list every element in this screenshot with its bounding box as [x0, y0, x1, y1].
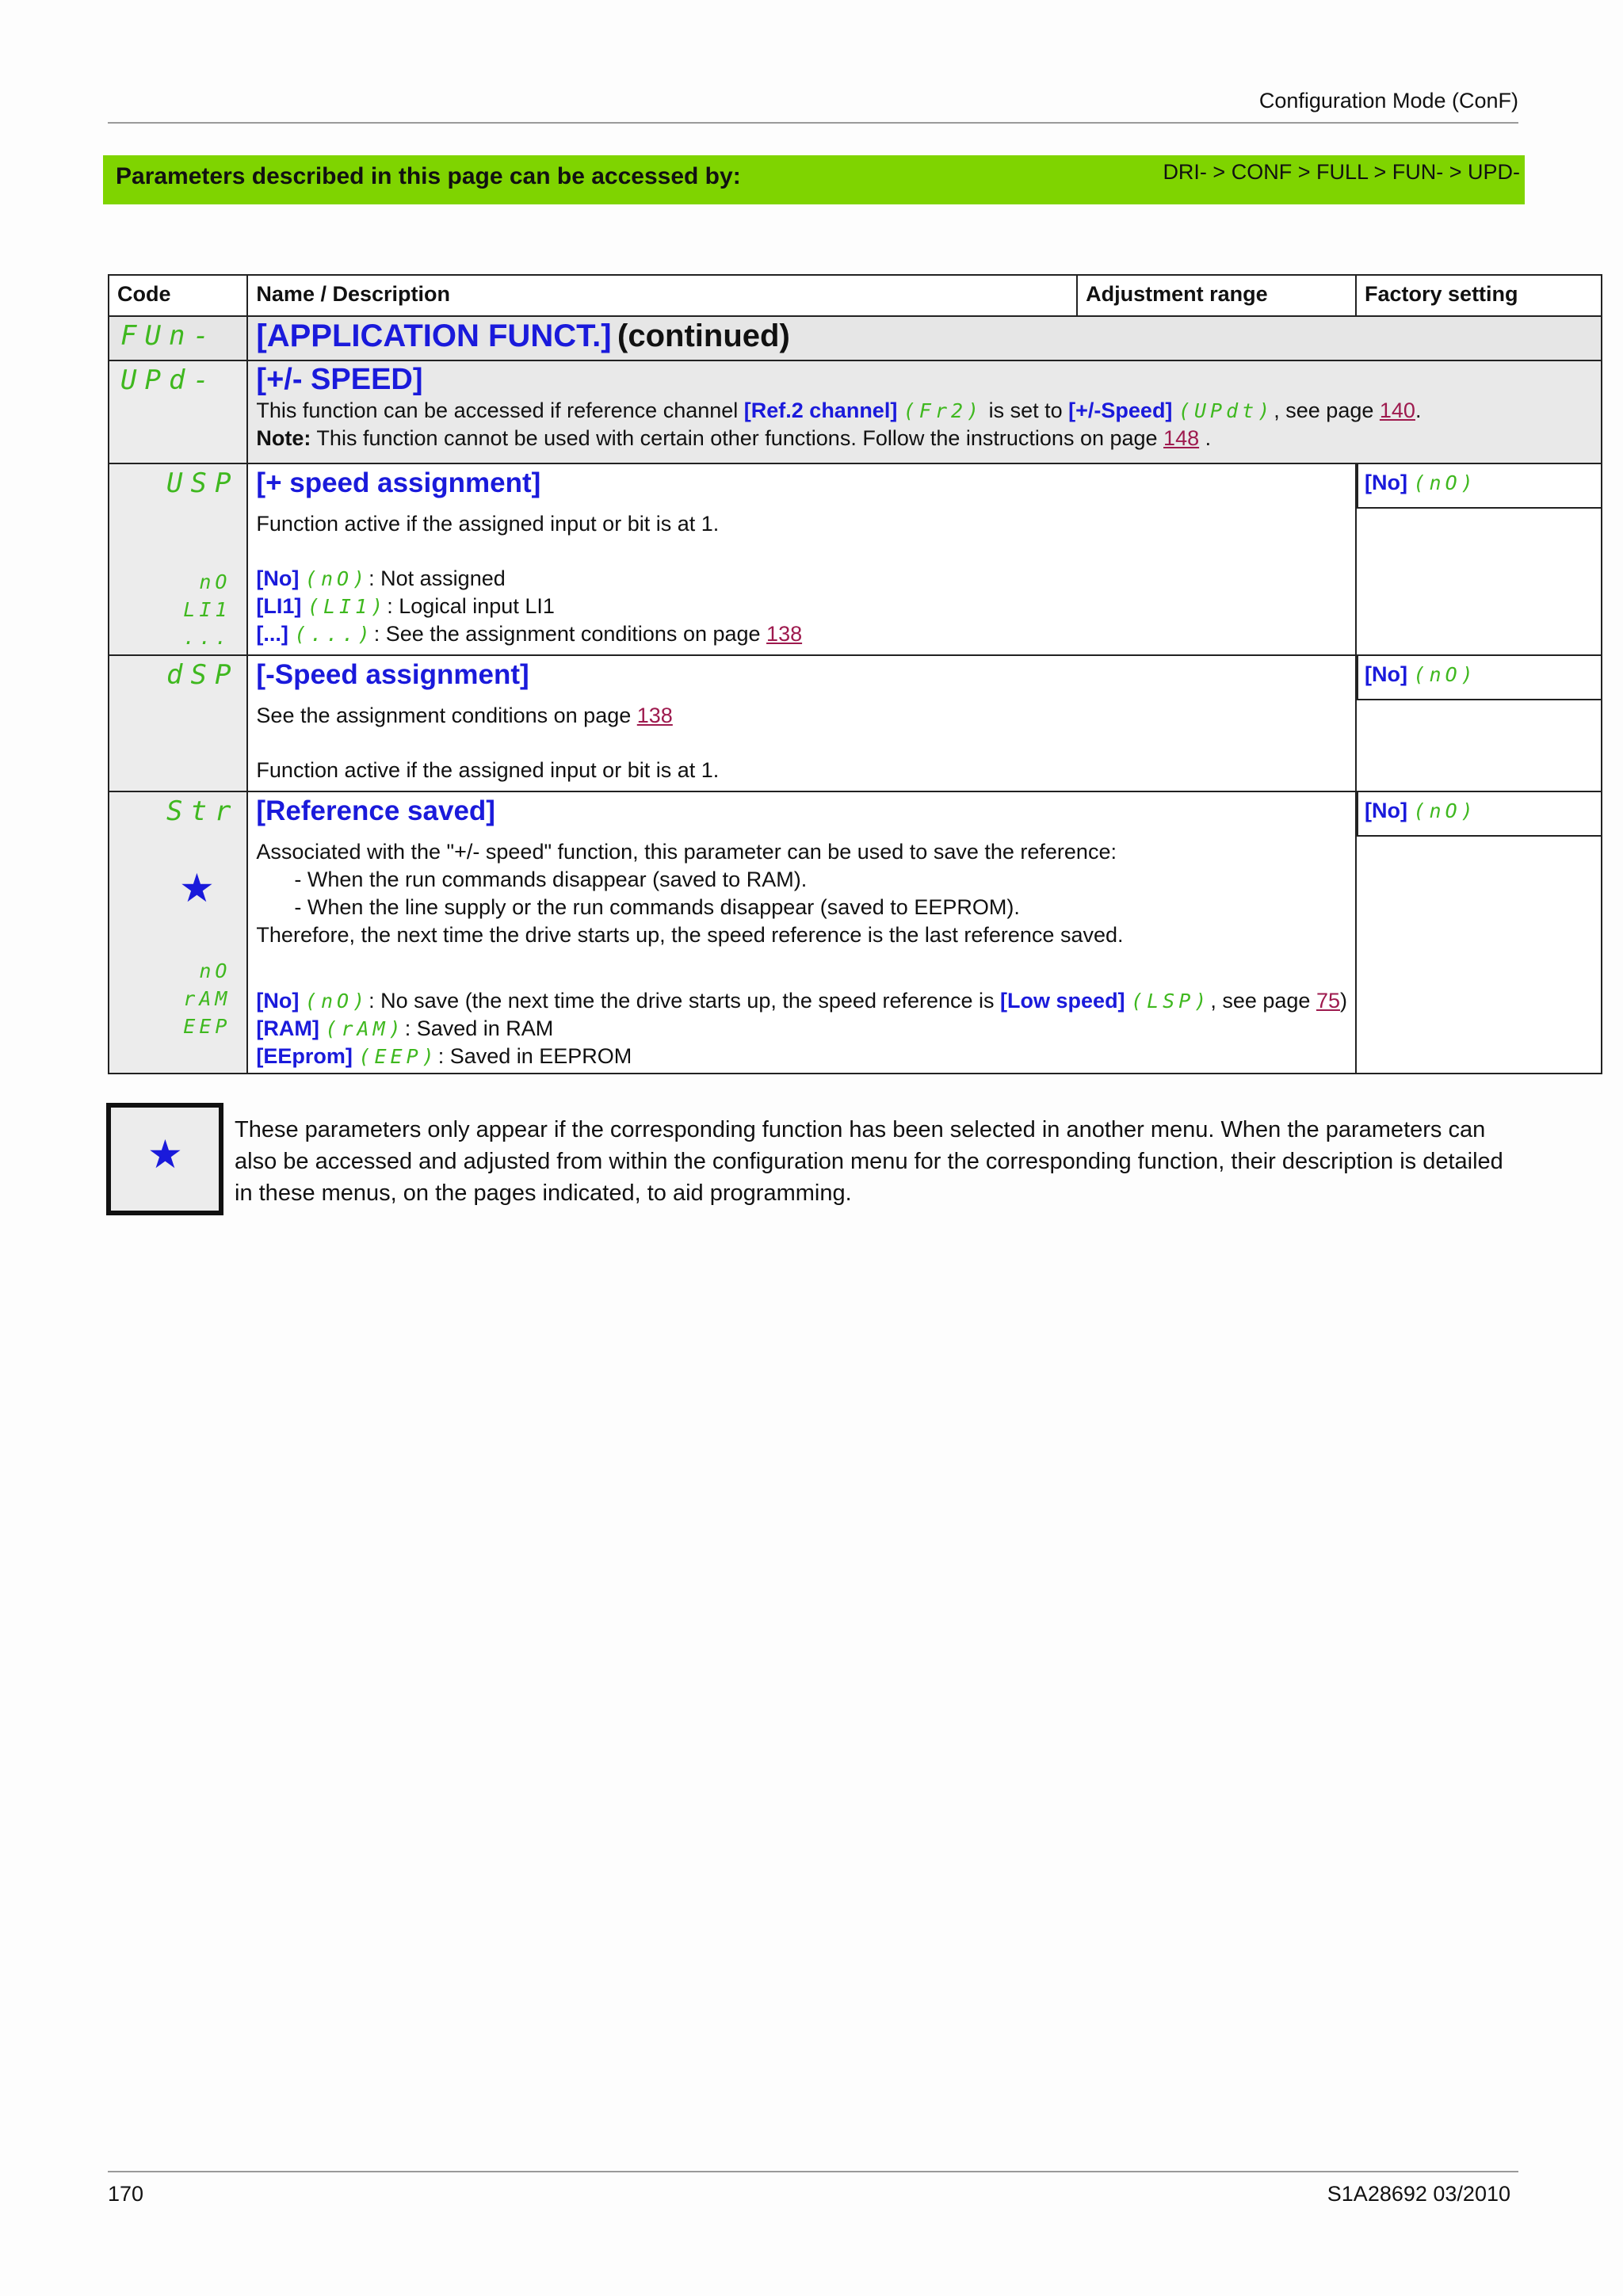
- submenu-row: [109, 360, 1602, 463]
- usp-title: [+ speed assignment]: [256, 467, 541, 498]
- param-row-usp: [109, 463, 1602, 655]
- usp-code: USP: [166, 467, 239, 499]
- usp-code-cell: [109, 463, 247, 655]
- page-link-138-dsp[interactable]: 138: [636, 704, 673, 727]
- dsp-code-cell: [109, 655, 247, 791]
- submenu-line1-text-b: is set to: [983, 399, 1069, 422]
- dsp-factory-cell: [1356, 655, 1602, 791]
- param-row-dsp: [109, 655, 1602, 791]
- page-header-title: Configuration Mode (ConF): [1258, 89, 1518, 113]
- page-link-75[interactable]: 75: [1316, 989, 1340, 1013]
- str-code: Str: [166, 795, 239, 827]
- note-label: Note:: [256, 426, 311, 450]
- dsp-factory: [No] (nO): [1357, 656, 1601, 700]
- col-code: Code: [109, 275, 247, 316]
- usp-desc-cell: [247, 463, 1356, 655]
- note-star-icon: ★: [147, 1132, 183, 1177]
- note-end: .: [1199, 426, 1212, 450]
- speed-value-label: [+/-Speed]: [1068, 399, 1173, 422]
- col-name: Name / Description: [247, 275, 1077, 316]
- usp-val-code-2: ...: [183, 626, 231, 649]
- note-text: These parameters only appear if the corresponding function has been selected in another menu. When the parameters can also be accessed and adjusted from within the configuration menu for the corresponding function, their description is detailed in these menus, on the pages indicated, to aid programming.: [235, 1117, 1503, 1206]
- access-label: Parameters described in this page can be accessed by:: [116, 163, 741, 189]
- submenu-line1-text-c: , see page: [1274, 399, 1380, 422]
- dsp-code: dSP: [166, 659, 239, 691]
- page-footer: [108, 2171, 1518, 2218]
- dsp-title: [-Speed assignment]: [256, 659, 529, 690]
- menu-title: [APPLICATION FUNCT.]: [256, 318, 612, 353]
- ref-channel-label: [Ref.2 channel]: [743, 399, 898, 422]
- dsp-desc-cell: [247, 655, 1356, 791]
- doc-reference: S1A28692 03/2010: [1327, 2182, 1510, 2206]
- col-factory: Factory setting: [1356, 275, 1602, 316]
- submenu-line1-text: This function can be accessed if reference channel: [256, 399, 744, 422]
- col-range: Adjustment range: [1077, 275, 1356, 316]
- note-text: This function cannot be used with certain other functions. Follow the instructions on page: [311, 426, 1164, 450]
- submenu-title: [+/- SPEED]: [256, 363, 423, 396]
- str-value-2: [EEprom] (EEP): Saved in EEPROM: [256, 1044, 632, 1068]
- dsp-desc2: Function active if the assigned input or bit is at 1.: [256, 758, 720, 782]
- str-desc1: Associated with the "+/- speed" function, this parameter can be used to save the reference:: [256, 840, 1117, 864]
- menu-row: [109, 316, 1602, 360]
- ref-channel-code: (Fr2): [903, 399, 983, 422]
- param-row-str: [109, 791, 1602, 1074]
- menu-code: FUn-: [120, 320, 217, 352]
- usp-factory: [No] (nO): [1357, 464, 1601, 509]
- menu-code-cell: [109, 316, 247, 360]
- submenu-line1-end: .: [1415, 399, 1422, 422]
- str-factory: [No] (nO): [1357, 792, 1601, 837]
- usp-val-code-0: nO: [199, 570, 231, 593]
- submenu-desc-cell: [247, 360, 1602, 463]
- usp-value-1: [LI1] (LI1): Logical input LI1: [256, 594, 555, 618]
- page-header: [108, 86, 1518, 124]
- page-link-138[interactable]: 138: [766, 622, 803, 646]
- page-link-148[interactable]: 148: [1163, 426, 1200, 450]
- usp-value-0: [No] (nO): Not assigned: [256, 566, 506, 590]
- usp-value-2: [...] (...): See the assignment conditions on page 138: [256, 622, 803, 646]
- str-factory-cell: [1356, 791, 1602, 1074]
- str-value-1: [RAM] (rAM): Saved in RAM: [256, 1016, 554, 1040]
- usp-val-code-1: LI1: [183, 598, 231, 621]
- page-number: 170: [108, 2182, 144, 2206]
- menu-title-cell: [247, 316, 1602, 360]
- menu-title-suffix: (continued): [617, 318, 790, 353]
- submenu-line1: [256, 397, 1593, 425]
- str-val-code-2: EEP: [183, 1015, 231, 1038]
- submenu-code: UPd-: [120, 364, 217, 396]
- str-val-code-1: rAM: [183, 987, 231, 1010]
- note-star-box: [106, 1103, 223, 1215]
- str-desc3: - When the line supply or the run commands disappear (saved to EEPROM).: [294, 895, 1020, 919]
- parameters-table: [108, 274, 1602, 1074]
- str-desc2: - When the run commands disappear (saved to RAM).: [294, 868, 808, 891]
- submenu-note: [256, 425, 1593, 452]
- submenu-code-cell: [109, 360, 247, 463]
- usp-desc: Function active if the assigned input or bit is at 1.: [256, 512, 720, 536]
- str-desc4: Therefore, the next time the drive starts up, the speed reference is the last reference saved.: [256, 923, 1124, 947]
- str-value-0: [No] (nO): No save (the next time the drive starts up, the speed reference is [Low speed] (LSP), see page 75): [256, 989, 1347, 1013]
- page-link-140[interactable]: 140: [1379, 399, 1415, 422]
- access-bar: [103, 155, 1525, 204]
- str-desc-cell: [247, 791, 1356, 1074]
- speed-value-code: (UPdt): [1178, 399, 1274, 422]
- access-path: DRI- > CONF > FULL > FUN- > UPD-: [1163, 160, 1520, 184]
- str-title: [Reference saved]: [256, 795, 495, 826]
- star-icon: ★: [179, 866, 215, 910]
- str-val-code-0: nO: [199, 959, 231, 982]
- dsp-desc1: See the assignment conditions on page 138: [256, 704, 673, 727]
- str-code-cell: [109, 791, 247, 1074]
- usp-factory-cell: [1356, 463, 1602, 655]
- table-header-row: [109, 275, 1602, 316]
